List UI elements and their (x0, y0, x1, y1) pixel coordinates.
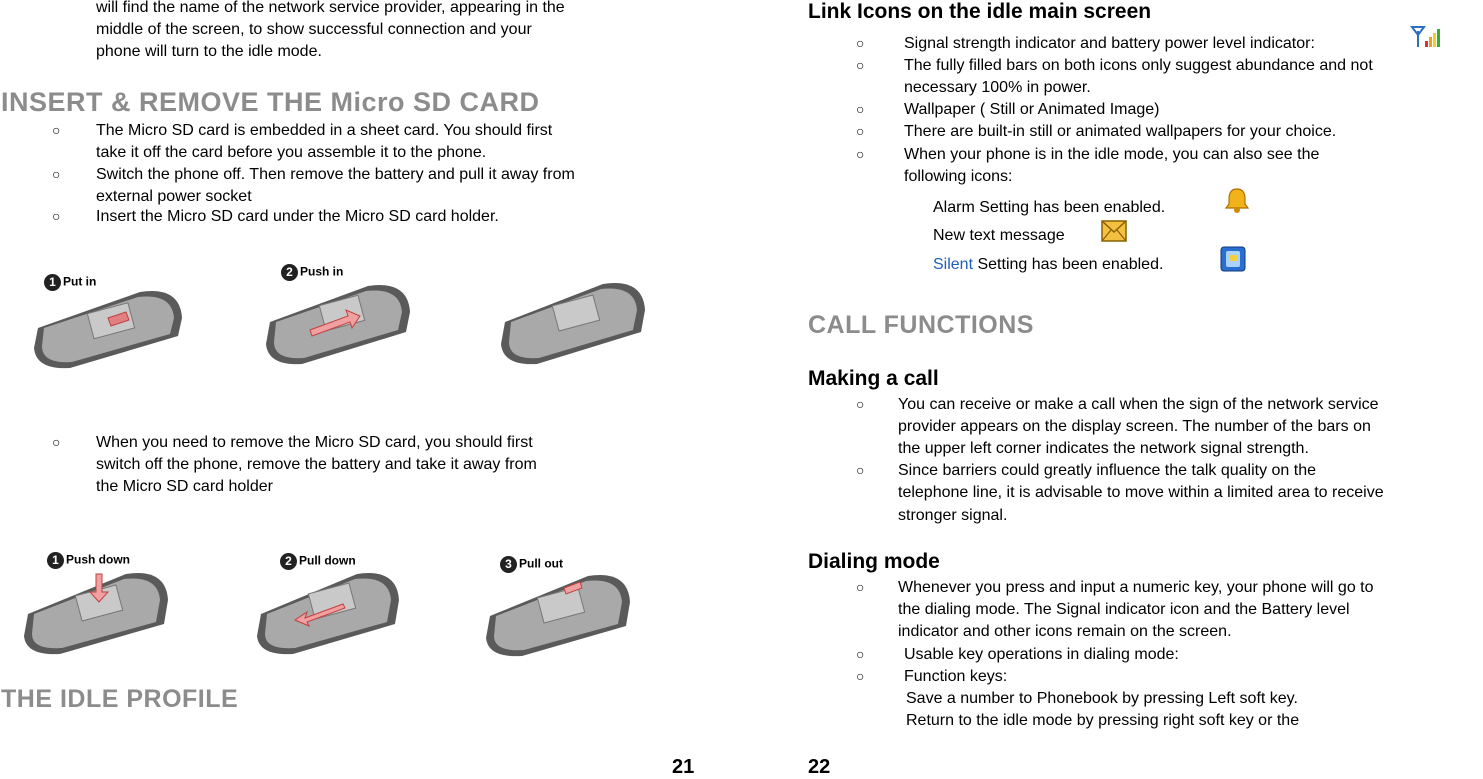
silent-rest: Setting has been enabled. (973, 256, 1164, 273)
sd-bullet-3-line-1: Insert the Micro SD card under the Micro SD card holder. (96, 208, 499, 225)
dialing-bullet-2-line-1: Usable key operations in dialing mode: (904, 646, 1179, 663)
new-message-text: New text message (933, 227, 1065, 244)
link-bullet-4-line-1: There are built-in still or animated wallpapers for your choice. (904, 123, 1337, 140)
link-bullet-2-line-2: necessary 100% in power. (904, 79, 1091, 96)
bullet-symbol: ○ (856, 668, 865, 684)
bullet-symbol: ○ (52, 122, 61, 138)
bullet-symbol: ○ (856, 35, 865, 51)
sd-card-heading: INSERT & REMOVE THE Micro SD CARD (1, 87, 540, 117)
phone-put-in-image (30, 288, 185, 370)
link-bullet-3-line-1: Wallpaper ( Still or Animated Image) (904, 101, 1160, 118)
envelope-icon (1101, 219, 1127, 248)
dialing-bullet-1-line-1: Whenever you press and input a numeric key, your phone will go to (898, 579, 1374, 596)
bullet-symbol: ○ (856, 462, 865, 478)
sd-bullet-1-line-1: The Micro SD card is embedded in a sheet card. You should first (96, 122, 553, 139)
phone-pull-down-image (255, 570, 400, 656)
alarm-setting-text: Alarm Setting has been enabled. (933, 199, 1166, 216)
making-bullet-2-line-3: stronger signal. (898, 507, 1008, 524)
sd-bullet-2-line-2: external power socket (96, 188, 252, 205)
intro-line-1: will find the name of the network service provider, appearing in the (96, 0, 565, 16)
remove-line-3: the Micro SD card holder (96, 478, 273, 495)
silent-setting-text (933, 254, 1163, 276)
phone-push-in-image (262, 282, 412, 366)
link-bullet-2-line-1: The fully filled bars on both icons only suggest abundance and not (904, 57, 1373, 74)
intro-line-3: phone will turn to the idle mode. (96, 43, 322, 60)
dialing-bullet-3-line-1: Function keys: (904, 668, 1008, 685)
link-bullet-5-line-2: following icons: (904, 168, 1013, 185)
sd-bullet-2-line-1: Switch the phone off. Then remove the battery and pull it away from (96, 166, 575, 183)
page-number-right: 22 (808, 756, 831, 778)
step-push-down-label: 1 Push down (47, 552, 130, 569)
bullet-symbol: ○ (856, 57, 865, 73)
phone-push-down-image (22, 570, 170, 656)
making-call-heading: Making a call (808, 367, 939, 390)
step-pull-out-label: 3 Pull out (500, 556, 563, 573)
making-bullet-1-line-3: the upper left corner indicates the network signal strength. (898, 440, 1309, 457)
intro-line-2: middle of the screen, to show successful connection and your (96, 21, 532, 38)
idle-profile-heading: THE IDLE PROFILE (1, 685, 239, 713)
link-icons-heading: Link Icons on the idle main screen (808, 0, 1152, 23)
link-bullet-5-line-1: When your phone is in the idle mode, you can also see the (904, 146, 1320, 163)
making-bullet-1-line-2: provider appears on the display screen. The number of the bars on (898, 418, 1371, 435)
bullet-symbol: ○ (856, 646, 865, 662)
page-number-left: 21 (672, 756, 695, 778)
bullet-symbol: ○ (856, 396, 865, 412)
dialing-mode-heading: Dialing mode (808, 550, 940, 573)
link-bullet-1-line-1: Signal strength indicator and battery power level indicator: (904, 35, 1315, 52)
bullet-symbol: ○ (856, 123, 865, 139)
silent-word: Silent (933, 256, 974, 273)
bullet-symbol: ○ (856, 101, 865, 117)
dialing-bullet-1-line-2: the dialing mode. The Signal indicator icon and the Battery level (898, 601, 1350, 618)
silent-mode-icon (1220, 246, 1246, 277)
phone-inserted-image (497, 280, 647, 366)
making-bullet-2-line-1: Since barriers could greatly influence the talk quality on the (898, 462, 1317, 479)
remove-line-2: switch off the phone, remove the battery and take it away from (96, 456, 537, 473)
function-key-line-1: Save a number to Phonebook by pressing Left soft key. (906, 690, 1298, 707)
bullet-symbol: ○ (52, 208, 61, 224)
step-pull-down-label: 2 Pull down (280, 553, 356, 570)
call-functions-heading: CALL FUNCTIONS (808, 311, 1034, 339)
step-push-in-label: 2 Push in (281, 264, 343, 281)
alarm-bell-icon (1223, 186, 1251, 219)
bullet-symbol: ○ (52, 434, 61, 450)
dialing-bullet-1-line-3: indicator and other icons remain on the screen. (898, 623, 1232, 640)
making-bullet-2-line-2: telephone line, it is advisable to move within a limited area to receive (898, 484, 1384, 501)
step-put-in-label: 1 Put in (44, 274, 96, 291)
bullet-symbol: ○ (856, 146, 865, 162)
bullet-symbol: ○ (52, 166, 61, 182)
function-key-line-2: Return to the idle mode by pressing right soft key or the (906, 712, 1300, 729)
bullet-symbol: ○ (856, 579, 865, 595)
making-bullet-1-line-1: You can receive or make a call when the sign of the network service (898, 396, 1379, 413)
sd-bullet-1-line-2: take it off the card before you assemble it to the phone. (96, 144, 487, 161)
phone-pull-out-image (484, 572, 632, 658)
signal-battery-icon (1410, 25, 1444, 54)
remove-line-1: When you need to remove the Micro SD card, you should first (96, 434, 533, 451)
